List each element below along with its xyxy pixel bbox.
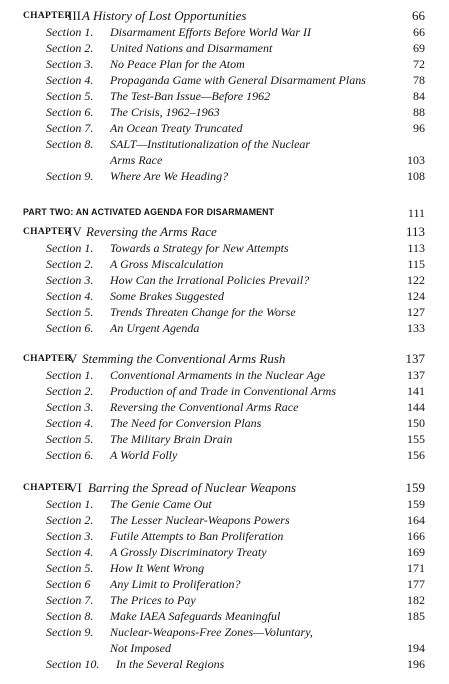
section-entry [0, 528, 449, 544]
section-entry [0, 431, 449, 447]
section-title: How It Went Wrong [110, 561, 205, 575]
section-entry [0, 656, 449, 672]
section-title: An Urgent Agenda [110, 321, 200, 335]
section-label: Section 6. [46, 448, 94, 462]
section-title: Disarmament Efforts Before World War II [110, 25, 311, 39]
section-entry [0, 88, 449, 104]
section-title: Nuclear-Weapons-Free Zones—Voluntary, [110, 625, 313, 639]
section-label: Section 1. [46, 241, 94, 255]
chapter-title: Barring the Spread of Nuclear Weapons [88, 480, 297, 495]
section-entry-continuation [0, 640, 449, 656]
section-title: The Lesser Nuclear-Weapons Powers [110, 513, 290, 527]
section-page: 133 [407, 321, 425, 335]
chapter-number: III [68, 8, 81, 23]
section-label: Section 4. [46, 289, 94, 303]
section-label: Section 7. [46, 593, 94, 607]
section-page: 115 [407, 257, 425, 271]
section-title: The Test-Ban Issue—Before 1962 [110, 89, 271, 103]
section-label: Section 5. [46, 561, 94, 575]
section-page: 122 [407, 273, 425, 287]
chapter-title: Stemming the Conventional Arms Rush [82, 351, 286, 366]
section-label: Section 3. [46, 529, 94, 543]
section-entry [0, 608, 449, 624]
section-page: 196 [407, 657, 425, 671]
chapter-word: CHAPTER [23, 227, 72, 237]
section-entry [0, 56, 449, 72]
section-label: Section 3. [46, 273, 94, 287]
section-page: 141 [407, 384, 425, 398]
section-entry [0, 367, 449, 383]
chapter-page: 137 [405, 351, 425, 366]
section-title: Any Limit to Proliferation? [110, 577, 241, 591]
section-entry [0, 40, 449, 56]
section-page: 113 [407, 241, 425, 255]
section-title: Some Brakes Suggested [110, 289, 224, 303]
section-entry [0, 415, 449, 431]
section-page: 66 [413, 25, 425, 39]
section-entry [0, 320, 449, 336]
section-title: The Crisis, 1962–1963 [110, 105, 220, 119]
section-title: Reversing the Conventional Arms Race [110, 400, 299, 414]
section-page: 84 [413, 89, 425, 103]
section-page: 159 [407, 497, 425, 511]
section-label: Section 6. [46, 105, 94, 119]
section-title: SALT—Institutionalization of the Nuclear [110, 137, 311, 151]
section-label: Section 8. [46, 609, 94, 623]
section-page: 72 [413, 57, 425, 71]
section-label: Section 9. [46, 169, 94, 183]
section-page: 194 [407, 641, 425, 655]
section-label: Section 5. [46, 305, 94, 319]
section-entry [0, 592, 449, 608]
section-page: 127 [407, 305, 425, 319]
section-entry-continuation [0, 152, 449, 168]
section-page: 88 [413, 105, 425, 119]
section-entry [0, 544, 449, 560]
section-page: 155 [407, 432, 425, 446]
section-title: How Can the Irrational Policies Prevail? [110, 273, 310, 287]
section-page: 166 [407, 529, 425, 543]
chapter-word: CHAPTER [23, 483, 72, 493]
section-entry [0, 272, 449, 288]
section-title: Futile Attempts to Ban Proliferation [110, 529, 284, 543]
section-label: Section 8. [46, 137, 94, 151]
section-title: The Prices to Pay [110, 593, 196, 607]
section-label: Section 1. [46, 497, 94, 511]
section-title: The Need for Conversion Plans [110, 416, 262, 430]
section-entry [0, 304, 449, 320]
chapter-heading [0, 480, 449, 496]
section-label: Section 10. [46, 657, 100, 671]
section-label: Section 1. [46, 368, 94, 382]
section-page: 164 [407, 513, 425, 527]
section-title: Where Are We Heading? [110, 169, 229, 183]
chapter-number: IV [68, 224, 82, 239]
section-page: 150 [407, 416, 425, 430]
section-page: 69 [413, 41, 425, 55]
chapter-number: VI [68, 480, 82, 495]
section-entry [0, 104, 449, 120]
section-label: Section 4. [46, 73, 94, 87]
section-entry [0, 496, 449, 512]
section-entry [0, 168, 449, 184]
chapter-page: 66 [412, 8, 425, 23]
section-entry [0, 136, 449, 152]
section-entry [0, 288, 449, 304]
section-title: Make IAEA Safeguards Meaningful [110, 609, 281, 623]
section-entry [0, 383, 449, 399]
chapter-number: V [68, 351, 78, 366]
section-entry [0, 399, 449, 415]
section-title: No Peace Plan for the Atom [110, 57, 245, 71]
section-page: 103 [407, 153, 425, 167]
section-entry [0, 624, 449, 640]
chapter-title: Reversing the Arms Race [86, 224, 217, 239]
section-label: Section 3. [46, 57, 94, 71]
section-label: Section 7. [46, 121, 94, 135]
part-page: 111 [407, 206, 425, 220]
part-heading [0, 205, 449, 221]
section-title: A Grossly Discriminatory Treaty [110, 545, 267, 559]
section-label: Section 5. [46, 89, 94, 103]
section-label: Section 1. [46, 25, 94, 39]
section-label: Section 2. [46, 257, 94, 271]
section-entry [0, 120, 449, 136]
section-entry [0, 576, 449, 592]
chapter-heading [0, 224, 449, 240]
section-page: 169 [407, 545, 425, 559]
section-title: A World Folly [110, 448, 178, 462]
section-label: Section 6. [46, 321, 94, 335]
section-title: A Gross Miscalculation [110, 257, 224, 271]
section-title: Conventional Armaments in the Nuclear Age [110, 368, 326, 382]
section-page: 182 [407, 593, 425, 607]
section-entry [0, 447, 449, 463]
section-page: 171 [407, 561, 425, 575]
section-page: 156 [407, 448, 425, 462]
section-title: United Nations and Disarmament [110, 41, 273, 55]
section-label: Section 6 [46, 577, 91, 591]
section-label: Section 9. [46, 625, 94, 639]
section-label: Section 4. [46, 416, 94, 430]
part-title: PART TWO: AN ACTIVATED AGENDA FOR DISARMAMENT [23, 207, 275, 218]
section-label: Section 5. [46, 432, 94, 446]
section-label: Section 2. [46, 513, 94, 527]
section-entry [0, 256, 449, 272]
section-title: The Military Brain Drain [110, 432, 233, 446]
section-title: Trends Threaten Change for the Worse [110, 305, 296, 319]
section-page: 144 [407, 400, 425, 414]
section-title: The Genie Came Out [110, 497, 212, 511]
section-title: Production of and Trade in Conventional Arms [110, 384, 337, 398]
chapter-word: CHAPTER [23, 11, 72, 21]
chapter-heading [0, 8, 449, 24]
section-entry [0, 512, 449, 528]
section-title: Towards a Strategy for New Attempts [110, 241, 289, 255]
section-entry [0, 240, 449, 256]
chapter-page: 159 [405, 480, 425, 495]
section-label: Section 3. [46, 400, 94, 414]
section-label: Section 2. [46, 41, 94, 55]
section-title: In the Several Regions [116, 657, 225, 671]
section-entry [0, 24, 449, 40]
section-page: 185 [407, 609, 425, 623]
section-page: 177 [407, 577, 425, 591]
section-label: Section 2. [46, 384, 94, 398]
section-label: Section 4. [46, 545, 94, 559]
section-entry [0, 560, 449, 576]
chapter-heading [0, 351, 449, 367]
section-page: 108 [407, 169, 425, 183]
section-page: 137 [407, 368, 425, 382]
chapter-page: 113 [405, 224, 425, 239]
section-title-continued: Not Imposed [110, 641, 171, 655]
chapter-title: A History of Lost Opportunities [82, 8, 247, 23]
section-entry [0, 72, 449, 88]
section-title: An Ocean Treaty Truncated [110, 121, 243, 135]
section-title-continued: Arms Race [110, 153, 163, 167]
section-page: 124 [407, 289, 425, 303]
section-page: 96 [413, 121, 425, 135]
section-title: Propaganda Game with General Disarmament Plans [110, 73, 366, 87]
section-page: 78 [413, 73, 425, 87]
chapter-word: CHAPTER [23, 354, 72, 364]
